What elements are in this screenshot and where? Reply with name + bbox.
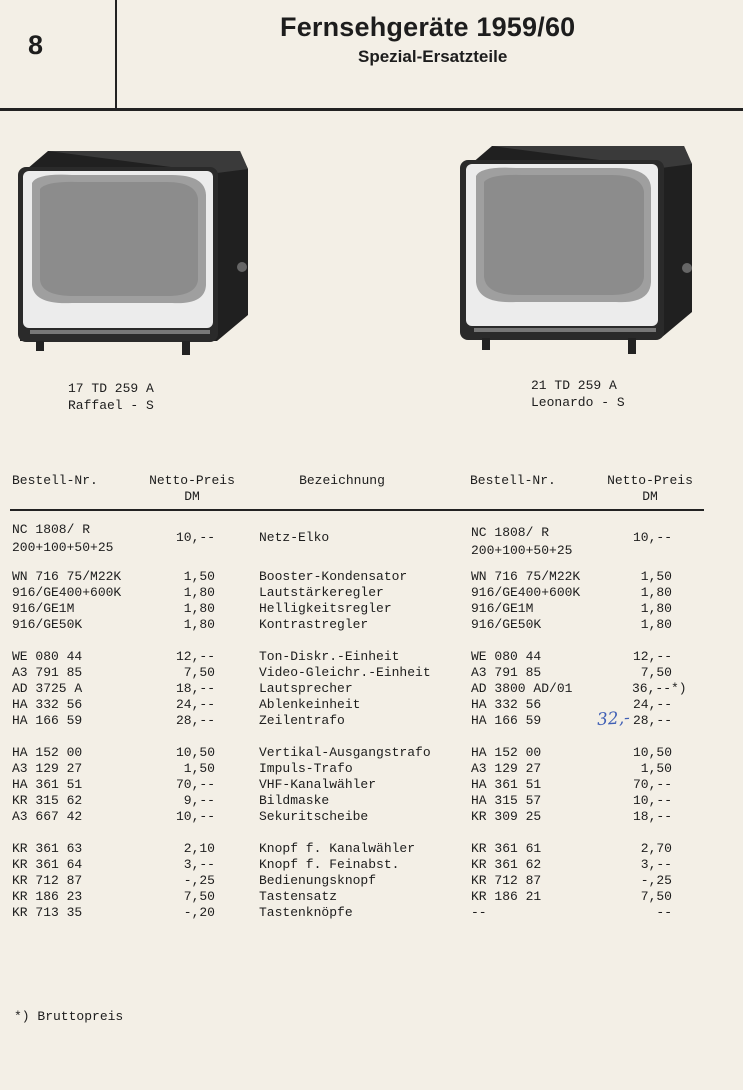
order-number-right: HA 361 51 <box>471 777 542 792</box>
order-number-right: WN 716 75/M22K <box>471 569 581 584</box>
order-number-left: 916/GE400+600K <box>12 585 122 600</box>
order-number-right: HA 315 57 <box>471 793 542 808</box>
order-number-left: KR 712 87 <box>12 873 83 888</box>
description: Kontrastregler <box>259 617 369 632</box>
page-title: Fernsehgeräte 1959/60 <box>280 12 576 42</box>
description: Video-Gleichr.-Einheit <box>259 665 431 680</box>
order-number-left: A3 667 42 <box>12 809 83 824</box>
description: Netz-Elko <box>259 530 330 545</box>
description: Lautsprecher <box>259 681 353 696</box>
price-left: -,25 <box>183 873 215 888</box>
order-number-left: WE 080 44 <box>12 649 83 664</box>
price-right: 1,80 <box>640 601 672 616</box>
description: Lautstärkeregler <box>259 585 384 600</box>
page-subtitle: Spezial-Ersatzteile <box>358 47 508 66</box>
price-left: 1,80 <box>183 585 215 600</box>
model-name: Raffael - S <box>68 398 154 413</box>
order-number-left: 916/GE50K <box>12 617 83 632</box>
price-right: 10,50 <box>632 745 672 760</box>
order-number-left: NC 1808/ R 200+100+50+25 <box>12 522 114 555</box>
order-number-right: KR 309 25 <box>471 809 542 824</box>
price-right: 70,-- <box>632 777 672 792</box>
price-right: 1,50 <box>640 569 672 584</box>
price-left: 1,50 <box>183 761 215 776</box>
description: Booster-Kondensator <box>259 569 408 584</box>
price-right: 28,-- <box>632 713 672 728</box>
price-left: 9,-- <box>183 793 215 808</box>
price-right: 10,-- <box>632 530 672 545</box>
order-number-left: A3 791 85 <box>12 665 83 680</box>
price-left: 1,50 <box>183 569 215 584</box>
description: Bedienungsknopf <box>259 873 377 888</box>
price-left: 10,50 <box>175 745 215 760</box>
order-number-left: HA 361 51 <box>12 777 83 792</box>
description: Vertikal-Ausgangstrafo <box>259 745 431 760</box>
price-left: 2,10 <box>183 841 215 856</box>
description: Zeilentrafo <box>259 713 345 728</box>
order-number-left: KR 315 62 <box>12 793 83 808</box>
order-number-left: KR 361 64 <box>12 857 83 872</box>
column-header-price-left: Netto-Preis DM <box>149 473 235 504</box>
column-header-price-right: Netto-Preis DM <box>607 473 693 504</box>
description: Helligkeitsregler <box>259 601 392 616</box>
footnote: *) Bruttopreis <box>14 1009 124 1024</box>
order-number-right: KR 712 87 <box>471 873 542 888</box>
price-right: 10,-- <box>632 793 672 808</box>
order-number-right: HA 152 00 <box>471 745 542 760</box>
price-right: 1,80 <box>640 585 672 600</box>
description: Ton-Diskr.-Einheit <box>259 649 400 664</box>
price-right: 24,-- <box>632 697 672 712</box>
description: Sekuritscheibe <box>259 809 369 824</box>
order-number-left: HA 166 59 <box>12 713 83 728</box>
price-left: 70,-- <box>175 777 215 792</box>
price-left: 3,-- <box>183 857 215 872</box>
order-number-left: A3 129 27 <box>12 761 83 776</box>
order-number-right: HA 166 59 <box>471 713 542 728</box>
price-left: 1,80 <box>183 617 215 632</box>
handwritten-price-note: 32,- <box>596 707 631 731</box>
order-number-right: 916/GE400+600K <box>471 585 581 600</box>
price-left: 10,-- <box>175 809 215 824</box>
price-left: 18,-- <box>175 681 215 696</box>
order-number-left: AD 3725 A <box>12 681 83 696</box>
order-number-right: -- <box>471 905 487 920</box>
description: Ablenkeinheit <box>259 697 361 712</box>
order-number-right: WE 080 44 <box>471 649 542 664</box>
order-number-left: KR 713 35 <box>12 905 83 920</box>
price-left: 24,-- <box>175 697 215 712</box>
order-number-right: 916/GE1M <box>471 601 534 616</box>
order-number-right: KR 186 21 <box>471 889 542 904</box>
price-left: -,20 <box>183 905 215 920</box>
price-right: -,25 <box>640 873 672 888</box>
description: Bildmaske <box>259 793 330 808</box>
price-right: 2,70 <box>640 841 672 856</box>
order-number-left: HA 152 00 <box>12 745 83 760</box>
price-right: -- <box>656 905 672 920</box>
price-right: 18,-- <box>632 809 672 824</box>
page-number: 8 <box>28 30 44 60</box>
column-header-order-right: Bestell-Nr. <box>470 473 556 488</box>
price-left: 12,-- <box>175 649 215 664</box>
order-number-left: WN 716 75/M22K <box>12 569 122 584</box>
column-header-description: Bezeichnung <box>299 473 385 488</box>
description: Impuls-Trafo <box>259 761 353 776</box>
price-right: 36,--*) <box>632 681 687 696</box>
order-number-right: NC 1808/ R 200+100+50+25 <box>471 525 573 558</box>
description: Tastensatz <box>259 889 338 904</box>
price-left: 7,50 <box>183 889 215 904</box>
column-header-order-left: Bestell-Nr. <box>12 473 98 488</box>
model-code: 17 TD 259 A <box>68 381 154 396</box>
order-number-left: 916/GE1M <box>12 601 75 616</box>
order-number-right: KR 361 62 <box>471 857 542 872</box>
price-right: 7,50 <box>640 889 672 904</box>
price-right: 1,80 <box>640 617 672 632</box>
price-left: 10,-- <box>175 530 215 545</box>
order-number-right: 916/GE50K <box>471 617 542 632</box>
order-number-right: HA 332 56 <box>471 697 542 712</box>
model-name: Leonardo - S <box>531 395 625 410</box>
price-right: 1,50 <box>640 761 672 776</box>
description: Knopf f. Feinabst. <box>259 857 400 872</box>
order-number-right: AD 3800 AD/01 <box>471 681 573 696</box>
price-left: 28,-- <box>175 713 215 728</box>
model-code: 21 TD 259 A <box>531 378 617 393</box>
price-right: 12,-- <box>632 649 672 664</box>
description: Knopf f. Kanalwähler <box>259 841 416 856</box>
order-number-left: HA 332 56 <box>12 697 83 712</box>
description: VHF-Kanalwähler <box>259 777 377 792</box>
price-right: 7,50 <box>640 665 672 680</box>
description: Tastenknöpfe <box>259 905 353 920</box>
price-right: 3,-- <box>640 857 672 872</box>
order-number-right: A3 791 85 <box>471 665 542 680</box>
order-number-right: KR 361 61 <box>471 841 542 856</box>
order-number-left: KR 361 63 <box>12 841 83 856</box>
order-number-right: A3 129 27 <box>471 761 542 776</box>
price-left: 7,50 <box>183 665 215 680</box>
order-number-left: KR 186 23 <box>12 889 83 904</box>
price-left: 1,80 <box>183 601 215 616</box>
